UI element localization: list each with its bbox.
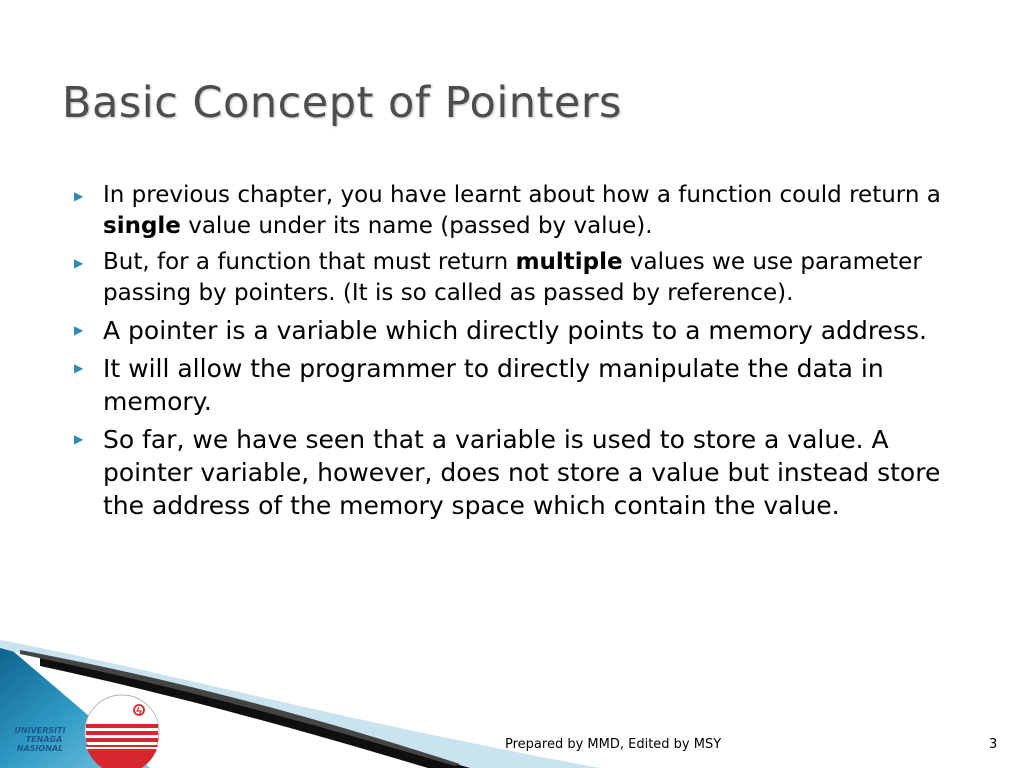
bullet-text-emphasis: single [103, 213, 181, 239]
bullet-item [70, 352, 950, 418]
triangle-right-icon: ▶ [74, 256, 84, 270]
university-tenaga-nasional-logo [0, 690, 170, 768]
bullet-text-segment: values we use parameter passing by pointers. (It is so called as passed by reference). [103, 249, 922, 306]
bullet-item [70, 423, 950, 522]
svg-text:UNIVERSITI: UNIVERSITI [14, 726, 66, 735]
footer-credit: Prepared by MMD, Edited by MSY [505, 737, 722, 752]
bullet-text-emphasis: multiple [515, 249, 623, 275]
bullet-text-segment: But, for a function that must return [103, 249, 516, 275]
bullet-text-segment: So far, we have seen that a variable is used to store a value. A pointer variable, however, does not store a value but instead store the address of the memory space which contain the value. [103, 425, 941, 520]
slide-title: Basic Concept of Pointers [62, 78, 622, 128]
bullet-text-segment: value under its name (passed by value). [180, 213, 653, 239]
bullet-text [103, 314, 950, 347]
svg-text:NASIONAL: NASIONAL [16, 744, 64, 753]
bullet-text-segment: A pointer is a variable which directly points to a memory address. [103, 316, 927, 345]
triangle-right-icon: ▶ [74, 189, 84, 203]
bullet-item [70, 314, 950, 347]
bullet-text [103, 180, 950, 242]
bullet-item [70, 247, 950, 309]
bullet-text [103, 352, 950, 418]
bullet-list [70, 180, 950, 527]
triangle-right-icon: ▶ [74, 361, 84, 375]
bullet-text [103, 247, 950, 309]
bullet-item [70, 180, 950, 242]
bullet-text-segment: It will allow the programmer to directly manipulate the data in memory. [103, 354, 884, 416]
bullet-text-segment: In previous chapter, you have learnt about how a function could return a [103, 182, 941, 208]
svg-text:TENAGA: TENAGA [25, 735, 63, 744]
triangle-right-icon: ▶ [74, 432, 84, 446]
triangle-right-icon: ▶ [74, 323, 84, 337]
bullet-text [103, 423, 950, 522]
page-number: 3 [989, 737, 998, 752]
